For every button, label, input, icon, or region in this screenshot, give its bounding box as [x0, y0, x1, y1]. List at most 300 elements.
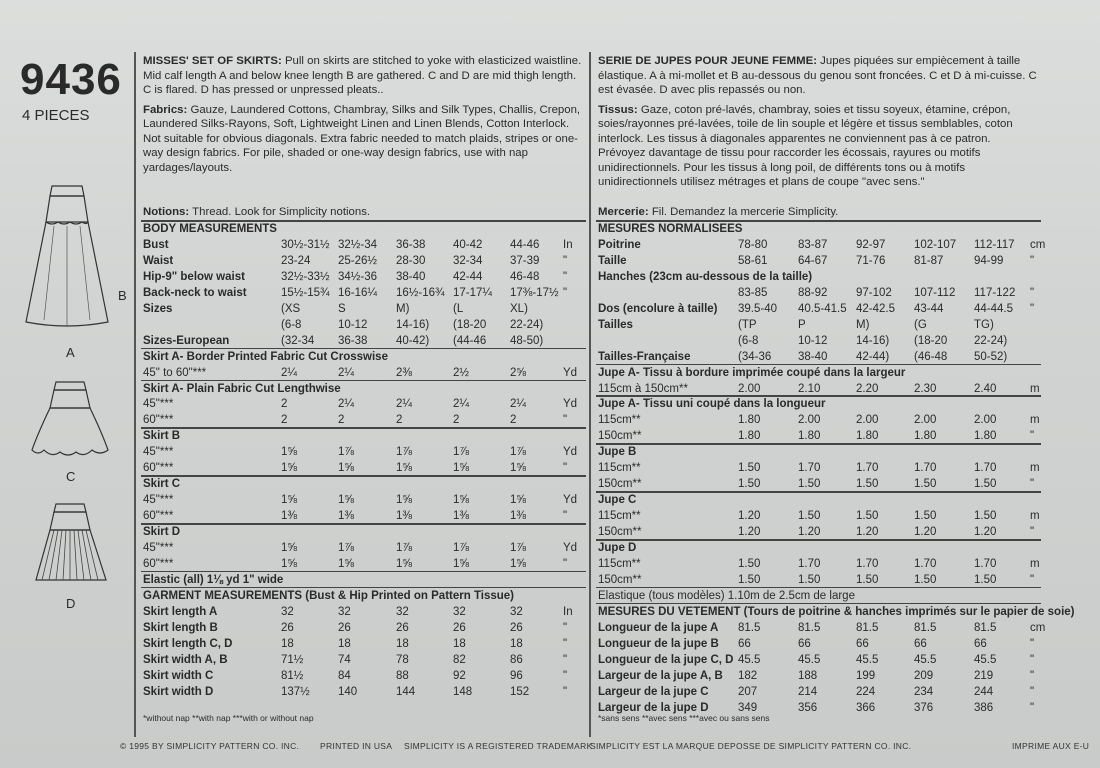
table-row [143, 397, 583, 411]
footer-marque: SIMPLICITY EST LA MARQUE DEPOSSE DE SIMPLICITY PATTERN CO. INC. [590, 741, 912, 751]
row-unit: " [563, 669, 568, 682]
row-label: 115cm** [598, 462, 641, 475]
table-row [143, 589, 583, 603]
row-value: 32 [396, 605, 409, 618]
table-row [598, 669, 1038, 683]
row-value: 66 [738, 637, 751, 650]
row-unit: " [563, 557, 568, 570]
figure-label-d: D [66, 596, 76, 611]
row-label: 150cm** [598, 430, 642, 443]
row-value: 84 [338, 669, 351, 682]
row-label: Bust [143, 238, 169, 251]
figure-label-c: C [66, 469, 76, 484]
english-intro-title: MISSES' SET OF SKIRTS: [143, 55, 282, 67]
row-value: 23-24 [281, 254, 311, 267]
table-row [598, 541, 1038, 555]
row-value: 1.50 [738, 573, 761, 586]
row-label: 45"*** [143, 494, 174, 507]
row-value: 1.50 [856, 478, 879, 491]
row-label: 115cm à 150cm** [598, 382, 688, 395]
row-value: 112-117 [974, 238, 1015, 251]
row-value: 83-87 [798, 238, 828, 251]
french-notions [598, 205, 1038, 220]
row-value: 32 [510, 605, 523, 618]
row-value: 1.70 [914, 462, 937, 475]
row-value: 18 [510, 637, 523, 650]
row-value: 2 [338, 414, 345, 427]
table-row [598, 637, 1038, 651]
french-intro [598, 54, 1038, 190]
table-row [598, 382, 1038, 396]
row-value: 22-24) [510, 318, 544, 331]
row-label: Largeur de la jupe A, B [598, 669, 723, 682]
row-unit: Yd [563, 398, 578, 411]
row-value: 1.70 [856, 462, 879, 475]
row-value: 1.50 [798, 510, 821, 523]
row-value: 83-85 [738, 286, 768, 299]
french-intro-text: Jupes piquées sur empiècement à taille élastique. A à mi-mollet et B au-dessous du genou sont froncées. C et D à mi-cuisse. C est évasée. D avec plis repassés ou non. [598, 55, 1037, 96]
row-label: Skirt width A, B [143, 653, 228, 666]
row-value: 44-44.5 [974, 302, 1014, 315]
row-value: 1⅝ [338, 462, 354, 475]
row-value: 81.5 [974, 621, 997, 634]
row-unit: In [563, 605, 573, 618]
row-value: 1.50 [974, 573, 997, 586]
row-value: 1⅝ [281, 494, 297, 507]
skirt-c-illustration [30, 378, 110, 460]
row-value: 94-99 [974, 254, 1004, 267]
row-value: 2¼ [281, 366, 297, 379]
row-value: 1.80 [974, 430, 997, 443]
row-unit: m [1030, 462, 1040, 475]
figure-label-b: B [118, 288, 127, 303]
row-value: 1⅝ [338, 494, 354, 507]
row-value: 66 [798, 637, 811, 650]
row-label: Sizes-European [143, 334, 230, 347]
row-value: 1.70 [914, 557, 937, 570]
row-label: Skirt length C, D [143, 637, 233, 650]
row-value: 36-38 [396, 238, 426, 251]
row-value: 2¼ [338, 366, 354, 379]
row-value: 82 [453, 653, 466, 666]
row-unit: " [1030, 286, 1035, 299]
table-row [143, 286, 583, 300]
row-unit: Yd [563, 446, 578, 459]
table-row [598, 445, 1038, 459]
row-value: 78 [396, 653, 409, 666]
row-value: 1⅝ [396, 462, 412, 475]
row-value: 219 [974, 669, 994, 682]
table-row [598, 589, 1038, 603]
row-value: 32 [281, 605, 294, 618]
row-value: 50-52) [974, 350, 1008, 363]
row-value: 71-76 [856, 254, 886, 267]
row-unit: m [1030, 414, 1040, 427]
row-value: 45.5 [798, 653, 821, 666]
row-value: 17⅜-17½ [510, 286, 559, 299]
row-value: 1.80 [856, 430, 879, 443]
row-value: 2¼ [338, 398, 354, 411]
row-value: 88-92 [798, 286, 828, 299]
english-notions [143, 205, 583, 220]
table-row [143, 366, 583, 380]
row-label: Tailles [598, 318, 633, 331]
row-value: 81.5 [856, 621, 879, 634]
row-unit: m [1030, 510, 1040, 523]
row-value: 64-67 [798, 254, 828, 267]
row-value: 88 [396, 669, 409, 682]
skirt-d-illustration [32, 500, 110, 590]
row-value: 1⅞ [510, 542, 526, 554]
row-unit: " [1030, 701, 1035, 714]
table-row [598, 238, 1046, 252]
row-unit: " [563, 462, 568, 475]
table-row [598, 509, 1038, 523]
table-row [143, 350, 583, 364]
row-value: (TP [738, 318, 757, 331]
french-notions-title: Mercerie: [598, 206, 649, 218]
row-label: Dos (encolure à taille) [598, 302, 718, 315]
row-value: 86 [510, 653, 523, 666]
table-row [598, 350, 1038, 364]
row-value: 26 [338, 621, 351, 634]
row-value: 1.50 [738, 478, 761, 491]
row-value: 2.00 [798, 414, 821, 427]
english-footnote: *without nap **with nap ***with or without nap [143, 713, 314, 723]
table-row [598, 605, 1075, 619]
row-value: 1.80 [798, 430, 821, 443]
row-value: (6-8 [281, 318, 302, 331]
row-value: 107-112 [914, 286, 956, 299]
row-value: 38-40 [798, 350, 828, 363]
row-value: 1.70 [856, 557, 879, 570]
row-label: Sizes [143, 302, 173, 315]
row-value: 214 [798, 685, 818, 698]
row-value: 1⅞ [338, 542, 354, 554]
row-label: Elastique (tous modèles) 1.10m de 2.5cm de large [598, 589, 855, 602]
row-label: Elastic (all) 1⅛ yd 1" wide [143, 573, 284, 586]
row-value: 148 [453, 685, 473, 698]
row-label: Jupe A- Tissu uni coupé dans la longueur [598, 398, 826, 411]
row-unit: " [1030, 573, 1035, 586]
row-value: 376 [914, 701, 934, 714]
row-value: 1⅝ [281, 462, 297, 475]
row-value: 2 [453, 414, 460, 427]
table-row [598, 573, 1038, 587]
row-value: 45.5 [914, 653, 937, 666]
row-value: 36-38 [338, 334, 368, 347]
row-unit: " [1030, 254, 1035, 267]
row-value: 42-44 [453, 270, 483, 283]
english-intro-text: Pull on skirts are stitched to yoke with elasticized waistline. Mid calf length A and below knee length B are gathered. C and D are mid thigh length. C is flared. D has pressed or unpressed pleats.. [143, 55, 582, 96]
row-value: 366 [856, 701, 876, 714]
row-value: 1.70 [974, 557, 997, 570]
row-value: 1⅝ [453, 462, 469, 475]
row-value: 1⅞ [396, 446, 412, 459]
row-label: MESURES DU VETEMENT (Tours de poitrine & hanches imprimés sur le papier de soie) [598, 605, 1075, 618]
row-value: 44-46 [510, 238, 540, 251]
row-value: 2¼ [510, 398, 526, 411]
table-row [598, 270, 1038, 284]
row-value: 2.00 [914, 414, 937, 427]
row-unit: " [1030, 526, 1035, 539]
row-value: 1.50 [738, 462, 761, 475]
row-value: 1⅝ [281, 557, 297, 570]
row-value: 1.50 [798, 478, 821, 491]
row-value: 1⅝ [281, 542, 297, 554]
row-label: 115cm** [598, 510, 641, 523]
row-value: S [338, 302, 346, 315]
table-row [143, 413, 583, 427]
row-value: (G [914, 318, 927, 331]
row-label: 150cm** [598, 526, 642, 539]
row-value: 1⅝ [338, 557, 354, 570]
row-value: 1.50 [914, 510, 937, 523]
row-unit: m [1030, 557, 1040, 570]
row-value: 66 [856, 637, 869, 650]
french-fabrics-title: Tissus: [598, 103, 638, 116]
row-label: Waist [143, 254, 174, 267]
row-value: 30½-31½ [281, 238, 330, 251]
row-value: (44-46 [453, 334, 487, 347]
row-value: 1⅝ [510, 462, 526, 475]
table-row [598, 653, 1038, 667]
row-value: 1.70 [798, 462, 821, 475]
table-row [598, 286, 1038, 300]
row-value: (34-36 [738, 350, 772, 363]
row-label: Jupe B [598, 446, 637, 459]
row-value: 102-107 [914, 238, 957, 251]
row-label: Skirt A- Border Printed Fabric Cut Crosswise [143, 350, 388, 363]
row-label: Poitrine [598, 238, 641, 251]
row-value: 1⅞ [453, 446, 469, 459]
row-label: 150cm** [598, 573, 642, 586]
row-value: 1⅜ [338, 510, 354, 523]
table-row [143, 222, 583, 236]
table-row [598, 397, 1038, 411]
row-value: 1⅝ [510, 494, 526, 507]
row-label: Jupe A- Tissu à bordure imprimée coupé dans la largeur [598, 366, 906, 379]
figure-label-a: A [66, 345, 75, 360]
row-value: 209 [914, 669, 934, 682]
row-unit: " [563, 685, 568, 698]
row-unit: " [563, 414, 568, 427]
table-row [143, 493, 583, 507]
table-row [143, 621, 583, 635]
row-value: 32½-33½ [281, 270, 330, 283]
row-value: 81.5 [798, 621, 821, 634]
row-value: 356 [798, 701, 818, 714]
table-row [598, 429, 1038, 443]
table-row [143, 557, 583, 571]
row-value: 1.50 [914, 478, 937, 491]
row-value: 26 [453, 621, 466, 634]
row-value: (L [453, 302, 464, 315]
table-row [598, 461, 1038, 475]
row-value: 117-122 [974, 286, 1016, 299]
row-label: MESURES NORMALISEES [598, 223, 743, 235]
row-value: 1.70 [974, 462, 997, 475]
row-value: 42-44) [856, 350, 890, 363]
row-value: 43-44 [914, 302, 944, 315]
row-value: 1⅝ [453, 494, 469, 507]
row-label: Skirt width D [143, 685, 214, 698]
row-value: 45.5 [738, 653, 761, 666]
row-value: 81-87 [914, 254, 944, 267]
row-label: 60"*** [143, 557, 174, 570]
row-value: 2.20 [856, 382, 879, 395]
row-label: Taille [598, 254, 627, 267]
row-value: 199 [856, 669, 876, 682]
row-value: 2.00 [856, 414, 879, 427]
row-value: 28-30 [396, 254, 426, 267]
row-value: 2 [396, 414, 403, 427]
row-value: 1⅜ [453, 510, 469, 523]
row-label: Jupe C [598, 494, 637, 507]
table-row [143, 669, 583, 683]
row-unit: " [1030, 669, 1035, 682]
row-unit: " [563, 653, 568, 666]
table-row [143, 509, 583, 523]
row-value: 81.5 [914, 621, 937, 634]
row-value: 32 [338, 605, 351, 618]
table-row [143, 461, 583, 475]
row-label: Largeur de la jupe D [598, 701, 709, 714]
row-value: 10-12 [798, 334, 828, 347]
table-row [143, 525, 583, 539]
row-value: 15½-15¾ [281, 286, 330, 299]
row-label: Skirt A- Plain Fabric Cut Lengthwise [143, 382, 341, 395]
row-unit: " [563, 621, 568, 634]
row-value: 1⅜ [281, 510, 297, 523]
row-value: 26 [510, 621, 523, 634]
row-value: 32½-34 [338, 238, 378, 251]
row-value: (18-20 [914, 334, 948, 347]
row-value: (XS [281, 302, 301, 315]
row-value: 45.5 [856, 653, 879, 666]
row-value: 37-39 [510, 254, 540, 267]
row-value: 234 [914, 685, 934, 698]
row-value: 66 [914, 637, 927, 650]
row-unit: " [1030, 653, 1035, 666]
table-row [143, 429, 583, 443]
row-value: 34½-36 [338, 270, 378, 283]
row-value: 45.5 [974, 653, 997, 666]
row-unit: m [1030, 382, 1040, 395]
row-label: 60"*** [143, 414, 174, 427]
row-label: 115cm** [598, 414, 641, 427]
row-value: 17-17¼ [453, 286, 493, 299]
row-value: 40-42) [396, 334, 430, 347]
table-row [143, 653, 583, 667]
footer-copyright: © 1995 BY SIMPLICITY PATTERN CO. INC. [120, 741, 300, 751]
row-value: 2 [281, 398, 288, 411]
row-value: 71½ [281, 653, 304, 666]
table-row [598, 413, 1038, 427]
row-value: 207 [738, 685, 758, 698]
row-unit: " [563, 510, 568, 523]
row-value: 1.50 [738, 557, 761, 570]
table-row [143, 605, 583, 619]
row-value: 2 [281, 414, 288, 427]
row-value: 1⅞ [453, 542, 469, 554]
french-intro-title: SERIE DE JUPES POUR JEUNE FEMME: [598, 55, 817, 67]
row-value: 96 [510, 669, 523, 682]
row-value: 40-42 [453, 238, 483, 251]
row-value: 1.20 [738, 526, 761, 539]
table-row [598, 302, 1038, 316]
row-value: 1.20 [856, 526, 879, 539]
table-row [143, 254, 583, 268]
row-unit: " [563, 637, 568, 650]
row-label: Longueur de la jupe C, D [598, 653, 734, 666]
row-value: 2⅝ [510, 366, 526, 379]
row-value: 18 [396, 637, 409, 650]
row-unit: " [563, 254, 568, 267]
table-row [143, 685, 583, 699]
footer-trademark: SIMPLICITY IS A REGISTERED TRADEMARK [404, 741, 593, 751]
table-row [143, 302, 583, 316]
pieces-count: 4 PIECES [22, 107, 90, 124]
row-label: 45"*** [143, 542, 174, 554]
row-value: 2 [510, 414, 517, 427]
french-fabrics-text: Gaze, coton pré-lavés, chambray, soies et tissu soyeux, étamine, crépon, soies/rayonnes pré-lavées, toile de lin souple et légère et tissus semblables, coton interlock. Les tissus à diagonales apparentes ne conviennent pas à ce patron. Prévoyez davantage de tissu pour raccorder les écossais, rayures ou motifs unidirectionnels. Pour les tissus à long poil, de différents tons ou à motifs unidirectionnels utilisez métrages et plans de coupe "avec sens." [598, 103, 1013, 188]
row-value: 386 [974, 701, 994, 714]
row-value: 152 [510, 685, 530, 698]
row-label: 45"*** [143, 398, 174, 411]
french-footnote: *sans sens **avec sens ***avec ou sans sens [598, 713, 770, 723]
row-value: 48-50) [510, 334, 544, 347]
row-value: 1.20 [974, 526, 997, 539]
table-row [143, 238, 583, 252]
row-value: 188 [798, 669, 818, 682]
row-value: 1⅝ [510, 557, 526, 570]
table-row [143, 334, 583, 348]
row-value: 1.80 [738, 430, 761, 443]
row-value: 22-24) [974, 334, 1008, 347]
row-unit: cm [1030, 621, 1046, 634]
row-value: 224 [856, 685, 876, 698]
table-row [598, 621, 1046, 635]
table-row [143, 318, 583, 332]
row-value: 32-34 [453, 254, 483, 267]
row-value: P [798, 318, 806, 331]
row-value: 1⅞ [510, 446, 526, 459]
row-label: Hanches (23cm au-dessous de la taille) [598, 270, 813, 283]
english-intro [143, 54, 583, 175]
row-value: M) [396, 302, 410, 315]
row-value: 40.5-41.5 [798, 302, 847, 315]
row-label: 60"*** [143, 510, 174, 523]
row-value: 58-61 [738, 254, 768, 267]
row-label: 45" to 60"*** [143, 366, 207, 379]
row-label: 150cm** [598, 478, 642, 491]
row-value: 2¼ [453, 398, 469, 411]
row-unit: " [563, 270, 568, 283]
row-label: GARMENT MEASUREMENTS (Bust & Hip Printed on Pattern Tissue) [143, 589, 515, 602]
row-value: 2.40 [974, 382, 997, 395]
row-value: 1.50 [974, 510, 997, 523]
row-value: 2.10 [798, 382, 821, 395]
row-value: 97-102 [856, 286, 892, 299]
row-label: BODY MEASUREMENTS [143, 223, 277, 235]
row-value: (6-8 [738, 334, 759, 347]
table-row [143, 382, 583, 396]
row-value: 32 [453, 605, 466, 618]
pattern-number: 9436 [20, 55, 122, 104]
row-value: 46-48 [510, 270, 540, 283]
row-value: 349 [738, 701, 758, 714]
